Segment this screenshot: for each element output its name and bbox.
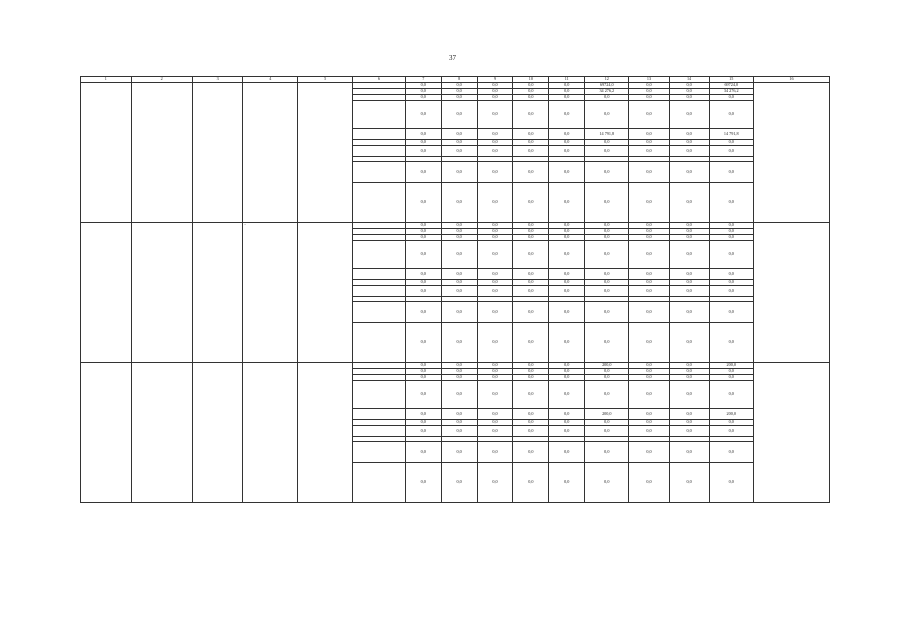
value-cell: 0,0 bbox=[629, 235, 669, 241]
value-cell: 0,0 bbox=[629, 140, 669, 146]
value-cell: 0,0 bbox=[513, 409, 549, 420]
value-cell: 0,0 bbox=[549, 162, 585, 183]
value-cell: 0,0 bbox=[549, 420, 585, 426]
value-cell: 0,0 bbox=[513, 375, 549, 381]
value-cell: 0,0 bbox=[709, 375, 753, 381]
value-cell: 0,0 bbox=[629, 162, 669, 183]
value-cell: 0,0 bbox=[629, 375, 669, 381]
value-cell: 0,0 bbox=[513, 269, 549, 280]
value-cell: 0,0 bbox=[585, 229, 629, 235]
row-label bbox=[353, 426, 406, 437]
col-header: 7 bbox=[405, 77, 441, 83]
value-cell: 0,0 bbox=[585, 235, 629, 241]
row-label bbox=[353, 409, 406, 420]
value-cell: 0,0 bbox=[441, 269, 477, 280]
value-cell: 0,0 bbox=[405, 323, 441, 363]
value-cell: 0,0 bbox=[405, 229, 441, 235]
value-cell: 0,0 bbox=[405, 426, 441, 437]
value-cell: 0,0 bbox=[669, 442, 709, 463]
value-cell: 0,0 bbox=[477, 426, 513, 437]
value-cell: 0,0 bbox=[585, 375, 629, 381]
value-cell: 0,0 bbox=[549, 286, 585, 297]
section-task bbox=[131, 83, 192, 223]
value-cell: 0,0 bbox=[477, 280, 513, 286]
value-cell: 0,0 bbox=[513, 442, 549, 463]
value-cell: 0,0 bbox=[549, 129, 585, 140]
value-cell: 0,0 bbox=[669, 369, 709, 375]
value-cell: 0,0 bbox=[669, 83, 709, 89]
value-cell: 0,0 bbox=[477, 129, 513, 140]
value-cell: 0,0 bbox=[549, 363, 585, 369]
value-cell: 0,0 bbox=[709, 223, 753, 229]
value-cell: 0,0 bbox=[585, 369, 629, 375]
cell-line: - bbox=[244, 222, 246, 227]
value-cell: 0,0 bbox=[405, 420, 441, 426]
value-cell: 0,0 bbox=[477, 241, 513, 269]
value-cell: 0,0 bbox=[585, 302, 629, 323]
value-cell: 0,0 bbox=[405, 381, 441, 409]
row-label bbox=[353, 269, 406, 280]
value-cell: 0,0 bbox=[709, 420, 753, 426]
value-cell: 0,0 bbox=[629, 280, 669, 286]
value-cell: 0,0 bbox=[513, 363, 549, 369]
value-cell: 0,0 bbox=[405, 286, 441, 297]
col-header: 9 bbox=[477, 77, 513, 83]
value-cell: 0,0 bbox=[709, 463, 753, 503]
value-cell: 0,0 bbox=[629, 223, 669, 229]
value-cell: 69724,0 bbox=[709, 83, 753, 89]
value-cell: 0,0 bbox=[669, 409, 709, 420]
value-cell: 0,0 bbox=[441, 101, 477, 129]
value-cell: 0,0 bbox=[549, 463, 585, 503]
value-cell: 0,0 bbox=[405, 223, 441, 229]
value-cell: 0,0 bbox=[441, 183, 477, 223]
value-cell: 0,0 bbox=[585, 223, 629, 229]
value-cell: 0,0 bbox=[709, 302, 753, 323]
value-cell: 0,0 bbox=[669, 323, 709, 363]
value-cell: 0,0 bbox=[513, 369, 549, 375]
value-cell: 0,0 bbox=[405, 101, 441, 129]
value-cell: 0,0 bbox=[513, 323, 549, 363]
budget-table bbox=[80, 76, 830, 503]
value-cell: 0,0 bbox=[441, 280, 477, 286]
value-cell: 0,0 bbox=[629, 369, 669, 375]
col-header: 10 bbox=[513, 77, 549, 83]
section-coexec bbox=[243, 223, 298, 363]
value-cell: 0,0 bbox=[405, 146, 441, 157]
value-cell: 0,0 bbox=[585, 442, 629, 463]
value-cell: 0,0 bbox=[669, 235, 709, 241]
value-cell: 0,0 bbox=[477, 363, 513, 369]
col-header: 15 bbox=[709, 77, 753, 83]
value-cell: 0,0 bbox=[709, 323, 753, 363]
value-cell: 0,0 bbox=[629, 426, 669, 437]
row-label bbox=[353, 241, 406, 269]
value-cell: 0,0 bbox=[709, 280, 753, 286]
row-label bbox=[353, 302, 406, 323]
value-cell: 0,0 bbox=[441, 375, 477, 381]
value-cell: 0,0 bbox=[585, 280, 629, 286]
value-cell: 0,0 bbox=[405, 183, 441, 223]
section-exec bbox=[192, 363, 243, 503]
value-cell: 0,0 bbox=[441, 83, 477, 89]
value-cell: 0,0 bbox=[709, 286, 753, 297]
value-cell: 0,0 bbox=[709, 229, 753, 235]
section-desc bbox=[81, 223, 132, 363]
value-cell: 0,0 bbox=[669, 280, 709, 286]
value-cell: 0,0 bbox=[549, 323, 585, 363]
value-cell: 0,0 bbox=[709, 140, 753, 146]
value-cell: 0,0 bbox=[669, 223, 709, 229]
value-cell: 0,0 bbox=[709, 146, 753, 157]
value-cell: 0,0 bbox=[405, 409, 441, 420]
value-cell: 0,0 bbox=[669, 140, 709, 146]
value-cell: 0,0 bbox=[477, 381, 513, 409]
value-cell: 0,0 bbox=[585, 140, 629, 146]
value-cell: 200,0 bbox=[585, 363, 629, 369]
value-cell: 0,0 bbox=[629, 146, 669, 157]
value-cell: 0,0 bbox=[629, 302, 669, 323]
value-cell: 0,0 bbox=[405, 363, 441, 369]
value-cell: 0,0 bbox=[477, 229, 513, 235]
value-cell: 200,0 bbox=[585, 409, 629, 420]
value-cell: 0,0 bbox=[549, 235, 585, 241]
value-cell: 0,0 bbox=[549, 409, 585, 420]
row-label bbox=[353, 129, 406, 140]
value-cell: 0,0 bbox=[477, 463, 513, 503]
value-cell: 0,0 bbox=[629, 101, 669, 129]
col-header: 8 bbox=[441, 77, 477, 83]
value-cell: 0,0 bbox=[405, 375, 441, 381]
value-cell: 0,0 bbox=[549, 442, 585, 463]
value-cell: 14 791,8 bbox=[585, 129, 629, 140]
value-cell: 0,0 bbox=[549, 140, 585, 146]
row-label bbox=[353, 162, 406, 183]
value-cell: 200,0 bbox=[709, 363, 753, 369]
row-label bbox=[353, 101, 406, 129]
page-number: 37 bbox=[449, 54, 456, 62]
value-cell: 0,0 bbox=[669, 420, 709, 426]
section-result bbox=[753, 363, 829, 503]
value-cell: 0,0 bbox=[513, 426, 549, 437]
value-cell: 0,0 bbox=[669, 129, 709, 140]
value-cell: 0,0 bbox=[441, 369, 477, 375]
value-cell: 0,0 bbox=[477, 286, 513, 297]
value-cell: 0,0 bbox=[441, 363, 477, 369]
value-cell: 0,0 bbox=[405, 280, 441, 286]
col-header: 3 bbox=[192, 77, 243, 83]
value-cell: 0,0 bbox=[405, 442, 441, 463]
value-cell: 0,0 bbox=[549, 302, 585, 323]
value-cell: 0,0 bbox=[405, 129, 441, 140]
value-cell: 0,0 bbox=[405, 269, 441, 280]
value-cell: 0,0 bbox=[441, 302, 477, 323]
value-cell: 0,0 bbox=[669, 426, 709, 437]
value-cell: 0,0 bbox=[441, 146, 477, 157]
value-cell: 0,0 bbox=[669, 381, 709, 409]
value-cell: 0,0 bbox=[709, 101, 753, 129]
value-cell: 0,0 bbox=[441, 381, 477, 409]
value-cell: 34 276,2 bbox=[709, 89, 753, 95]
value-cell: 0,0 bbox=[549, 381, 585, 409]
value-cell: 0,0 bbox=[669, 463, 709, 503]
value-cell: 0,0 bbox=[629, 409, 669, 420]
value-cell: 0,0 bbox=[585, 426, 629, 437]
value-cell: 0,0 bbox=[669, 286, 709, 297]
value-cell: 0,0 bbox=[709, 369, 753, 375]
col-header: 1 bbox=[81, 77, 132, 83]
value-cell: 0,0 bbox=[441, 323, 477, 363]
section-desc bbox=[81, 83, 132, 223]
section-coexec bbox=[243, 83, 298, 223]
value-cell: 0,0 bbox=[477, 375, 513, 381]
section-task bbox=[131, 363, 192, 503]
value-cell: 0,0 bbox=[441, 241, 477, 269]
value-cell: 0,0 bbox=[585, 162, 629, 183]
value-cell: 0,0 bbox=[549, 229, 585, 235]
value-cell: 0,0 bbox=[477, 323, 513, 363]
value-cell: 0,0 bbox=[405, 369, 441, 375]
value-cell: 0,0 bbox=[709, 95, 753, 101]
value-cell: 0,0 bbox=[477, 420, 513, 426]
row-label bbox=[353, 463, 406, 503]
value-cell: 0,0 bbox=[513, 95, 549, 101]
value-cell: 0,0 bbox=[441, 229, 477, 235]
col-header: 4 bbox=[243, 77, 298, 83]
value-cell: 0,0 bbox=[477, 95, 513, 101]
value-cell: 0,0 bbox=[585, 323, 629, 363]
value-cell: 0,0 bbox=[513, 241, 549, 269]
value-cell: 0,0 bbox=[513, 229, 549, 235]
value-cell: 0,0 bbox=[585, 146, 629, 157]
value-cell: 0,0 bbox=[629, 442, 669, 463]
value-cell: 0,0 bbox=[585, 241, 629, 269]
value-cell: 0,0 bbox=[513, 162, 549, 183]
value-cell: 0,0 bbox=[669, 89, 709, 95]
section-result bbox=[753, 83, 829, 223]
value-cell: 0,0 bbox=[477, 140, 513, 146]
value-cell: 0,0 bbox=[405, 463, 441, 503]
value-cell: 0,0 bbox=[477, 101, 513, 129]
value-cell: 0,0 bbox=[441, 463, 477, 503]
value-cell: 0,0 bbox=[629, 323, 669, 363]
value-cell: 0,0 bbox=[441, 223, 477, 229]
value-cell: 0,0 bbox=[629, 229, 669, 235]
section-partners bbox=[298, 83, 353, 223]
value-cell: 34 276,2 bbox=[585, 89, 629, 95]
value-cell: 0,0 bbox=[513, 146, 549, 157]
section-result bbox=[753, 223, 829, 363]
value-cell: 0,0 bbox=[441, 286, 477, 297]
section-partners bbox=[298, 363, 353, 503]
value-cell: 0,0 bbox=[709, 381, 753, 409]
value-cell: 0,0 bbox=[629, 241, 669, 269]
value-cell: 0,0 bbox=[513, 83, 549, 89]
value-cell: 0,0 bbox=[513, 129, 549, 140]
value-cell: 0,0 bbox=[477, 302, 513, 323]
value-cell: 0,0 bbox=[549, 269, 585, 280]
value-cell: 0,0 bbox=[441, 235, 477, 241]
value-cell: 0,0 bbox=[405, 83, 441, 89]
value-cell: 0,0 bbox=[513, 183, 549, 223]
value-cell: 0,0 bbox=[629, 183, 669, 223]
value-cell: 0,0 bbox=[513, 463, 549, 503]
row-label bbox=[353, 381, 406, 409]
value-cell: 0,0 bbox=[513, 101, 549, 129]
value-cell: 0,0 bbox=[405, 95, 441, 101]
value-cell: 0,0 bbox=[477, 235, 513, 241]
row-label bbox=[353, 442, 406, 463]
value-cell: 0,0 bbox=[549, 89, 585, 95]
value-cell: 0,0 bbox=[477, 162, 513, 183]
value-cell: 0,0 bbox=[709, 269, 753, 280]
section-exec bbox=[192, 223, 243, 363]
value-cell: 0,0 bbox=[585, 269, 629, 280]
value-cell: 0,0 bbox=[405, 89, 441, 95]
value-cell: 0,0 bbox=[585, 381, 629, 409]
value-cell: 0,0 bbox=[585, 463, 629, 503]
value-cell: 0,0 bbox=[629, 95, 669, 101]
value-cell: 0,0 bbox=[477, 269, 513, 280]
col-header: 2 bbox=[131, 77, 192, 83]
value-cell: 0,0 bbox=[709, 241, 753, 269]
value-cell: 0,0 bbox=[513, 280, 549, 286]
row-label bbox=[353, 146, 406, 157]
value-cell: 0,0 bbox=[477, 146, 513, 157]
col-header: 14 bbox=[669, 77, 709, 83]
value-cell: 0,0 bbox=[549, 241, 585, 269]
value-cell: 0,0 bbox=[629, 420, 669, 426]
value-cell: 0,0 bbox=[585, 286, 629, 297]
value-cell: 200,0 bbox=[709, 409, 753, 420]
value-cell: 0,0 bbox=[669, 302, 709, 323]
value-cell: 0,0 bbox=[405, 302, 441, 323]
value-cell: 0,0 bbox=[513, 235, 549, 241]
value-cell: 0,0 bbox=[477, 409, 513, 420]
value-cell: 0,0 bbox=[669, 101, 709, 129]
value-cell: 0,0 bbox=[513, 420, 549, 426]
value-cell: 0,0 bbox=[513, 89, 549, 95]
value-cell: 0,0 bbox=[709, 183, 753, 223]
value-cell: 0,0 bbox=[549, 426, 585, 437]
value-cell: 0,0 bbox=[629, 363, 669, 369]
value-cell: 0,0 bbox=[549, 83, 585, 89]
value-cell: 14 791,8 bbox=[709, 129, 753, 140]
section-coexec bbox=[243, 363, 298, 503]
value-cell: 0,0 bbox=[669, 363, 709, 369]
value-cell: 0,0 bbox=[629, 129, 669, 140]
value-cell: 0,0 bbox=[477, 183, 513, 223]
value-cell: 0,0 bbox=[549, 369, 585, 375]
value-cell: 0,0 bbox=[513, 286, 549, 297]
value-cell: 0,0 bbox=[549, 223, 585, 229]
value-cell: 0,0 bbox=[709, 235, 753, 241]
value-cell: 0,0 bbox=[477, 83, 513, 89]
value-cell: 0,0 bbox=[629, 89, 669, 95]
value-cell: 0,0 bbox=[441, 140, 477, 146]
value-cell: 0,0 bbox=[477, 442, 513, 463]
value-cell: 0,0 bbox=[629, 269, 669, 280]
value-cell: 0,0 bbox=[549, 95, 585, 101]
col-header: 12 bbox=[585, 77, 629, 83]
value-cell: 0,0 bbox=[513, 140, 549, 146]
value-cell: 0,0 bbox=[549, 375, 585, 381]
value-cell: 0,0 bbox=[513, 381, 549, 409]
value-cell: 0,0 bbox=[549, 101, 585, 129]
value-cell: 0,0 bbox=[405, 162, 441, 183]
section-desc bbox=[81, 363, 132, 503]
section-exec bbox=[192, 83, 243, 223]
value-cell: 0,0 bbox=[405, 241, 441, 269]
value-cell: 0,0 bbox=[549, 146, 585, 157]
value-cell: 0,0 bbox=[441, 89, 477, 95]
row-label bbox=[353, 323, 406, 363]
value-cell: 69724,0 bbox=[585, 83, 629, 89]
value-cell: 0,0 bbox=[441, 95, 477, 101]
value-cell: 0,0 bbox=[669, 162, 709, 183]
value-cell: 0,0 bbox=[585, 183, 629, 223]
value-cell: 0,0 bbox=[441, 162, 477, 183]
value-cell: 0,0 bbox=[477, 89, 513, 95]
value-cell: 0,0 bbox=[549, 183, 585, 223]
value-cell: 0,0 bbox=[629, 83, 669, 89]
value-cell: 0,0 bbox=[629, 381, 669, 409]
value-cell: 0,0 bbox=[441, 409, 477, 420]
value-cell: 0,0 bbox=[441, 442, 477, 463]
value-cell: 0,0 bbox=[585, 420, 629, 426]
value-cell: 0,0 bbox=[441, 420, 477, 426]
row-label bbox=[353, 183, 406, 223]
section-task bbox=[131, 223, 192, 363]
col-header: 13 bbox=[629, 77, 669, 83]
row-label bbox=[353, 286, 406, 297]
value-cell: 0,0 bbox=[709, 442, 753, 463]
value-cell: 0,0 bbox=[441, 426, 477, 437]
value-cell: 0,0 bbox=[669, 183, 709, 223]
section-partners bbox=[298, 223, 353, 363]
col-header: 11 bbox=[549, 77, 585, 83]
value-cell: 0,0 bbox=[669, 229, 709, 235]
value-cell: 0,0 bbox=[669, 146, 709, 157]
value-cell: 0,0 bbox=[669, 269, 709, 280]
value-cell: 0,0 bbox=[629, 463, 669, 503]
value-cell: 0,0 bbox=[669, 95, 709, 101]
value-cell: 0,0 bbox=[629, 286, 669, 297]
value-cell: 0,0 bbox=[513, 223, 549, 229]
value-cell: 0,0 bbox=[585, 95, 629, 101]
value-cell: 0,0 bbox=[405, 140, 441, 146]
value-cell: 0,0 bbox=[669, 375, 709, 381]
value-cell: 0,0 bbox=[669, 241, 709, 269]
value-cell: 0,0 bbox=[405, 235, 441, 241]
value-cell: 0,0 bbox=[477, 223, 513, 229]
value-cell: 0,0 bbox=[441, 129, 477, 140]
col-header: 5 bbox=[298, 77, 353, 83]
col-header: 6 bbox=[353, 77, 406, 83]
value-cell: 0,0 bbox=[709, 426, 753, 437]
col-header: 16 bbox=[753, 77, 829, 83]
value-cell: 0,0 bbox=[513, 302, 549, 323]
value-cell: 0,0 bbox=[585, 101, 629, 129]
value-cell: 0,0 bbox=[709, 162, 753, 183]
value-cell: 0,0 bbox=[549, 280, 585, 286]
value-cell: 0,0 bbox=[477, 369, 513, 375]
